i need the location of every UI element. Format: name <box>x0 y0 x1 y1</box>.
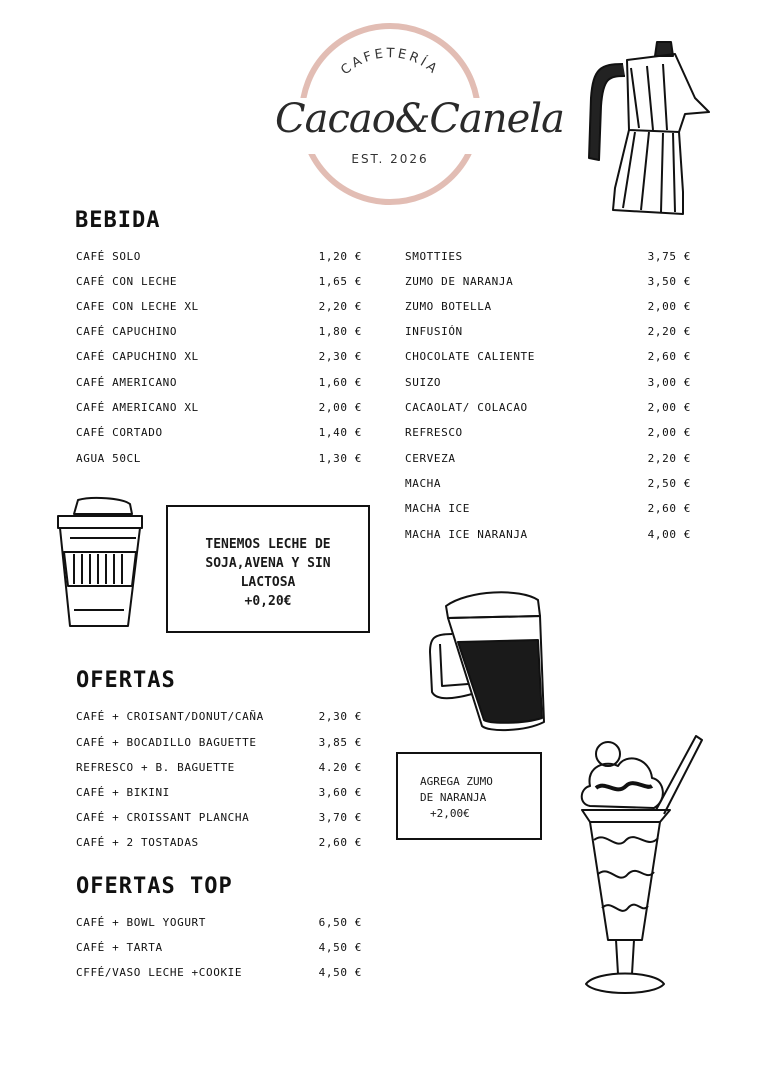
menu-item <box>405 350 691 368</box>
item-name: CAFÉ SOLO <box>76 250 142 263</box>
item-name: CAFÉ + TARTA <box>76 941 163 954</box>
item-price: 3,75 € <box>647 250 691 263</box>
menu-item <box>76 452 362 470</box>
menu-item <box>76 250 362 268</box>
menu-item <box>405 502 691 520</box>
item-price: 3,50 € <box>647 275 691 288</box>
item-price: 2,60 € <box>647 350 691 363</box>
moka-pot-icon <box>575 38 715 218</box>
menu-item <box>405 325 691 343</box>
glass-drink-icon <box>428 582 554 737</box>
item-price: 1,30 € <box>318 452 362 465</box>
item-price: 1,60 € <box>318 376 362 389</box>
menu-item <box>405 528 691 546</box>
item-name: MACHA ICE NARANJA <box>405 528 528 541</box>
item-name: CAFÉ CORTADO <box>76 426 163 439</box>
item-name: CAFÉ CON LECHE <box>76 275 178 288</box>
item-price: 2,20 € <box>647 452 691 465</box>
item-price: 2,00 € <box>318 401 362 414</box>
item-price: 1,80 € <box>318 325 362 338</box>
item-name: MACHA <box>405 477 442 490</box>
item-name: CACAOLAT/ COLACAO <box>405 401 528 414</box>
takeaway-cup-icon <box>52 494 148 634</box>
item-name: CAFÉ + BOCADILLO BAGUETTE <box>76 736 257 749</box>
milk-note-line: LACTOSA <box>240 575 296 590</box>
menu-item <box>405 426 691 444</box>
milk-note-line: TENEMOS LECHE DE <box>205 537 331 552</box>
item-name: REFRESCO + B. BAGUETTE <box>76 761 235 774</box>
menu-item <box>76 275 362 293</box>
item-name: CERVEZA <box>405 452 456 465</box>
item-name: CAFÉ + BOWL YOGURT <box>76 916 207 929</box>
item-name: CAFÉ CAPUCHINO <box>76 325 178 338</box>
logo-name: Cacao&Canela <box>275 96 564 142</box>
zumo-note-price: +2,00€ <box>430 807 470 820</box>
item-name: MACHA ICE <box>405 502 471 515</box>
milk-note-price: +0,20€ <box>244 594 292 609</box>
item-price: 1,20 € <box>318 250 362 263</box>
item-price: 2,00 € <box>647 426 691 439</box>
item-name: INFUSIÓN <box>405 325 463 338</box>
item-name: ZUMO BOTELLA <box>405 300 492 313</box>
zumo-note-line: AGREGA ZUMO <box>420 775 493 788</box>
menu-item <box>405 477 691 495</box>
menu-item <box>76 350 362 368</box>
item-price: 6,50 € <box>318 916 362 929</box>
menu-item <box>76 401 362 419</box>
item-name: CHOCOLATE CALIENTE <box>405 350 536 363</box>
section-title-ofertas-top: OFERTAS TOP <box>76 874 233 899</box>
item-price: 3,00 € <box>647 376 691 389</box>
item-name: CAFÉ + CROISANT/DONUT/CAÑA <box>76 710 264 723</box>
section-title-ofertas: OFERTAS <box>76 668 176 693</box>
zumo-note-line: DE NARANJA <box>420 791 487 804</box>
menu-item <box>76 426 362 444</box>
logo-est: EST. 2026 <box>351 152 429 166</box>
item-price: 3,85 € <box>318 736 362 749</box>
item-name: CAFÉ + 2 TOSTADAS <box>76 836 199 849</box>
item-price: 2,00 € <box>647 300 691 313</box>
menu-item <box>76 736 362 754</box>
item-price: 2,60 € <box>318 836 362 849</box>
menu-item <box>405 300 691 318</box>
menu-item <box>76 811 362 829</box>
menu-item <box>405 401 691 419</box>
item-price: 2,50 € <box>647 477 691 490</box>
item-name: REFRESCO <box>405 426 463 439</box>
menu-item <box>76 761 362 779</box>
item-price: 3,70 € <box>318 811 362 824</box>
milk-options-note <box>166 505 370 633</box>
logo-arc-text: CAFETERÍA <box>338 46 442 79</box>
milkshake-icon <box>556 730 706 1005</box>
item-price: 2,30 € <box>318 710 362 723</box>
menu-item <box>405 275 691 293</box>
menu-item <box>76 786 362 804</box>
menu-item <box>76 300 362 318</box>
item-name: CAFÉ + CROISSANT PLANCHA <box>76 811 250 824</box>
menu-item <box>76 941 362 959</box>
item-price: 3,60 € <box>318 786 362 799</box>
item-name: ZUMO DE NARANJA <box>405 275 514 288</box>
item-price: 2,00 € <box>647 401 691 414</box>
menu-item <box>405 376 691 394</box>
item-name: CAFÉ + BIKINI <box>76 786 170 799</box>
item-name: SMOTTIES <box>405 250 463 263</box>
milk-note-line: SOJA,AVENA Y SIN <box>205 556 331 571</box>
item-price: 1,65 € <box>318 275 362 288</box>
menu-item <box>76 836 362 854</box>
item-price: 4,50 € <box>318 966 362 979</box>
menu-item <box>76 966 362 984</box>
item-price: 2,30 € <box>318 350 362 363</box>
item-name: SUIZO <box>405 376 442 389</box>
menu-item <box>405 250 691 268</box>
menu-item <box>76 325 362 343</box>
menu-item <box>76 376 362 394</box>
item-price: 2,20 € <box>318 300 362 313</box>
item-name: CAFÉ AMERICANO XL <box>76 401 199 414</box>
item-price: 4.20 € <box>318 761 362 774</box>
item-price: 4,00 € <box>647 528 691 541</box>
item-price: 2,20 € <box>647 325 691 338</box>
cafe-logo <box>275 18 564 213</box>
add-orange-juice-note <box>396 752 542 840</box>
item-name: CAFÉ CAPUCHINO XL <box>76 350 199 363</box>
item-name: CAFÉ AMERICANO <box>76 376 178 389</box>
item-name: AGUA 50CL <box>76 452 142 465</box>
section-title-bebida: BEBIDA <box>75 208 161 233</box>
menu-item <box>76 916 362 934</box>
item-price: 2,60 € <box>647 502 691 515</box>
item-name: CFFÉ/VASO LECHE +COOKIE <box>76 966 243 979</box>
item-name: CAFE CON LECHE XL <box>76 300 199 313</box>
item-price: 1,40 € <box>318 426 362 439</box>
item-price: 4,50 € <box>318 941 362 954</box>
menu-item <box>405 452 691 470</box>
menu-item <box>76 710 362 728</box>
